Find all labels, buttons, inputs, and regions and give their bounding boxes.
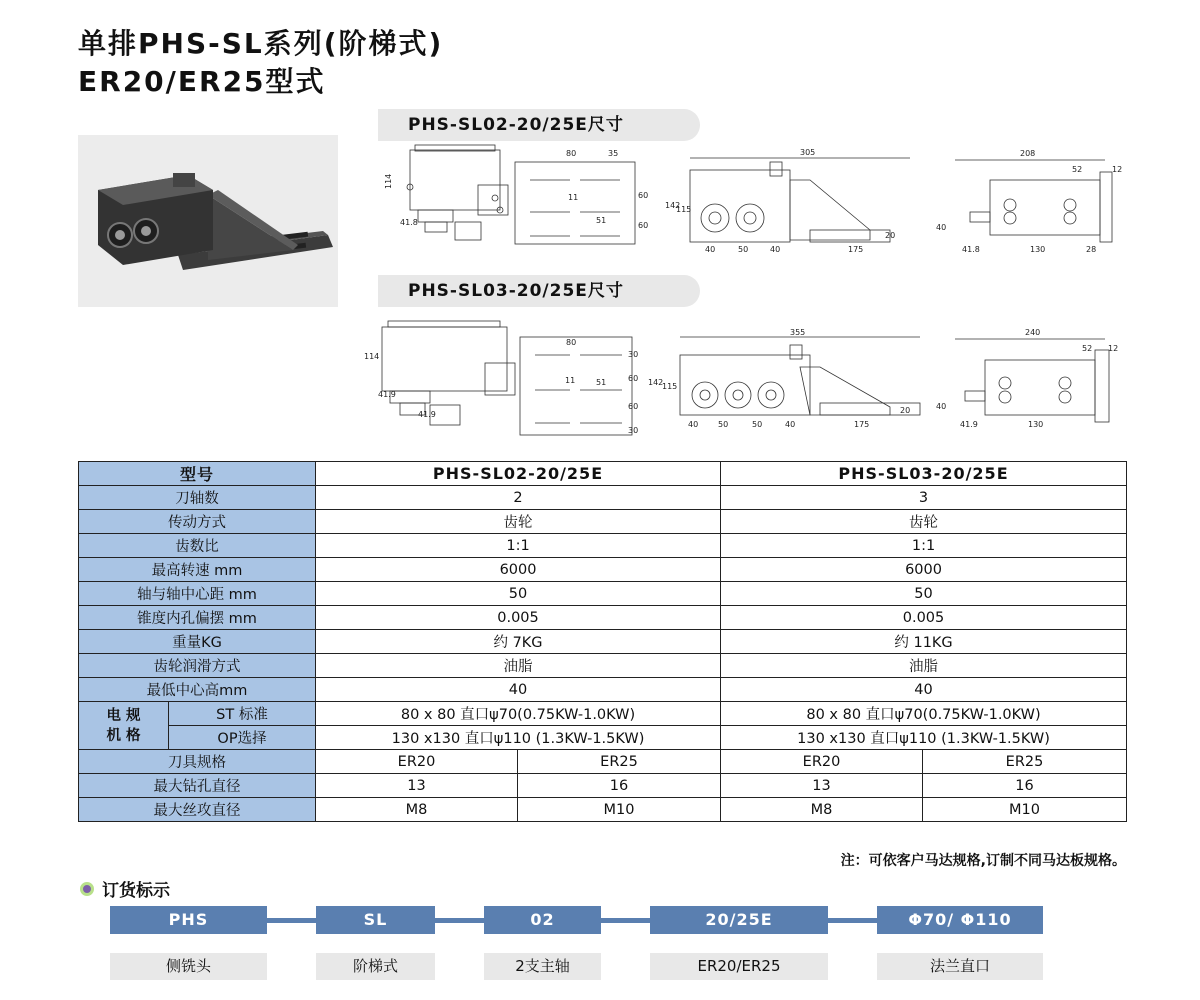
dim-label: 11 bbox=[565, 376, 576, 385]
row-label: 最大钻孔直径 bbox=[79, 774, 316, 798]
dim-label: 40 bbox=[770, 245, 781, 254]
section-label-sl03: PHS-SL03-20/25E尺寸 bbox=[378, 275, 700, 307]
dim-label: 115 bbox=[676, 205, 692, 214]
dim-label: 80 bbox=[566, 149, 577, 158]
section-label-sl02: PHS-SL02-20/25E尺寸 bbox=[378, 109, 700, 141]
dim-label: 130 bbox=[1028, 420, 1044, 429]
row-label: 刀具规格 bbox=[79, 750, 316, 774]
cell-value: 油脂 bbox=[721, 654, 1127, 678]
drawing2-side-labels bbox=[648, 328, 910, 429]
cell-value: 齿轮 bbox=[721, 510, 1127, 534]
cell-value: 约 7KG bbox=[316, 630, 721, 654]
cell-value: M8 bbox=[316, 798, 518, 822]
dim-label: 305 bbox=[800, 148, 816, 157]
cell-value: ER20 bbox=[316, 750, 518, 774]
bullet-icon bbox=[80, 882, 94, 896]
dim-label: 40 bbox=[688, 420, 699, 429]
dim-label: 80 bbox=[566, 338, 577, 347]
row-label: 齿数比 bbox=[79, 534, 316, 558]
dim-label: 11 bbox=[568, 193, 579, 202]
row-label: 重量KG bbox=[79, 630, 316, 654]
cell-value: 50 bbox=[721, 582, 1127, 606]
table-row bbox=[79, 654, 1127, 678]
table-row bbox=[79, 606, 1127, 630]
row-label: 齿轮润滑方式 bbox=[79, 654, 316, 678]
cell-value: ER20 bbox=[721, 750, 923, 774]
page-title-line1: 单排PHS-SL系列(阶梯式) bbox=[78, 27, 444, 60]
code-desc-sl: 阶梯式 bbox=[316, 953, 435, 980]
cell-value: 6000 bbox=[721, 558, 1127, 582]
motor-group-label: 电 规 机 格 bbox=[79, 702, 169, 750]
dim-label: 60 bbox=[628, 402, 639, 411]
dim-label: 175 bbox=[848, 245, 864, 254]
dimension-drawing-sl02 bbox=[370, 140, 1130, 265]
dim-label: 130 bbox=[1030, 245, 1046, 254]
cell-value: 0.005 bbox=[316, 606, 721, 630]
header-model-sl02: PHS-SL02-20/25E bbox=[316, 462, 721, 486]
cell-value: 约 11KG bbox=[721, 630, 1127, 654]
row-label: 锥度内孔偏摆 mm bbox=[79, 606, 316, 630]
code-box-collet: 20/25E bbox=[650, 906, 828, 934]
table-row bbox=[79, 750, 1127, 774]
drawing1-dim-labels bbox=[384, 149, 648, 230]
dim-label: 51 bbox=[596, 378, 607, 387]
table-row bbox=[79, 534, 1127, 558]
dim-label: 41.9 bbox=[378, 390, 396, 399]
cell-value: ER25 bbox=[923, 750, 1127, 774]
drawing1-side-labels bbox=[665, 148, 895, 254]
dim-label: 30 bbox=[628, 426, 639, 435]
dimension-drawing-sl03 bbox=[360, 315, 1130, 445]
code-desc-02: 2支主轴 bbox=[484, 953, 601, 980]
header-label: 型号 bbox=[79, 462, 316, 486]
code-desc-flange: 法兰直口 bbox=[877, 953, 1043, 980]
cell-value: 1:1 bbox=[316, 534, 721, 558]
dim-label: 50 bbox=[718, 420, 729, 429]
table-row bbox=[79, 678, 1127, 702]
cell-value: M8 bbox=[721, 798, 923, 822]
cell-value: 3 bbox=[721, 486, 1127, 510]
dim-label: 40 bbox=[785, 420, 796, 429]
cell-value: 1:1 bbox=[721, 534, 1127, 558]
code-box-02: 02 bbox=[484, 906, 601, 934]
row-label: 最低中心高mm bbox=[79, 678, 316, 702]
drawing1-end-labels bbox=[936, 149, 1122, 254]
table-row bbox=[79, 774, 1127, 798]
cell-value: 130 x130 直口ψ110 (1.3KW-1.5KW) bbox=[316, 726, 721, 750]
code-box-sl: SL bbox=[316, 906, 435, 934]
dim-label: 28 bbox=[1086, 245, 1097, 254]
table-header-row bbox=[79, 462, 1127, 486]
dim-label: 52 bbox=[1072, 165, 1083, 174]
dim-label: 142 bbox=[648, 378, 664, 387]
table-row bbox=[79, 630, 1127, 654]
dim-label: 142 bbox=[665, 201, 681, 210]
table-row bbox=[79, 798, 1127, 822]
dim-label: 240 bbox=[1025, 328, 1041, 337]
code-desc-phs: 侧铣头 bbox=[110, 953, 267, 980]
dim-label: 41.8 bbox=[962, 245, 980, 254]
cell-value: 13 bbox=[316, 774, 518, 798]
dim-label: 115 bbox=[662, 382, 678, 391]
cell-value: 16 bbox=[518, 774, 721, 798]
cell-value: 油脂 bbox=[316, 654, 721, 678]
dim-label: 40 bbox=[936, 223, 947, 232]
table-row-motor-op bbox=[79, 726, 1127, 750]
dim-label: 41.9 bbox=[960, 420, 978, 429]
code-box-flange: Φ70/ Φ110 bbox=[877, 906, 1043, 934]
table-row bbox=[79, 558, 1127, 582]
row-label: 最高转速 mm bbox=[79, 558, 316, 582]
cell-value: 6000 bbox=[316, 558, 721, 582]
row-label: OP选择 bbox=[169, 726, 316, 750]
cell-value: 80 x 80 直口ψ70(0.75KW-1.0KW) bbox=[316, 702, 721, 726]
dim-label: 175 bbox=[854, 420, 870, 429]
dim-label: 60 bbox=[638, 221, 649, 230]
table-row bbox=[79, 486, 1127, 510]
dim-label: 30 bbox=[628, 350, 639, 359]
cell-value: 40 bbox=[316, 678, 721, 702]
dim-label: 35 bbox=[608, 149, 619, 158]
ordering-title bbox=[80, 876, 170, 901]
row-label: ST 标准 bbox=[169, 702, 316, 726]
cell-value: 齿轮 bbox=[316, 510, 721, 534]
dim-label: 41.8 bbox=[400, 218, 418, 227]
dim-label: 12 bbox=[1112, 165, 1123, 174]
dim-label: 41.9 bbox=[418, 410, 436, 419]
cell-value: ER25 bbox=[518, 750, 721, 774]
table-row-motor-st bbox=[79, 702, 1127, 726]
cell-value: 2 bbox=[316, 486, 721, 510]
drawing2-dim-labels bbox=[364, 338, 638, 435]
header-model-sl03: PHS-SL03-20/25E bbox=[721, 462, 1127, 486]
code-box-phs: PHS bbox=[110, 906, 267, 934]
row-label: 轴与轴中心距 mm bbox=[79, 582, 316, 606]
dim-label: 52 bbox=[1082, 344, 1093, 353]
spec-table bbox=[78, 461, 1127, 822]
code-desc-collet: ER20/ER25 bbox=[650, 953, 828, 980]
table-row bbox=[79, 510, 1127, 534]
row-label: 刀轴数 bbox=[79, 486, 316, 510]
page-title-line2: ER20/ER25型式 bbox=[78, 65, 326, 98]
table-footnote: 注：可依客户马达规格,订制不同马达板规格。 bbox=[840, 853, 1126, 869]
row-label: 传动方式 bbox=[79, 510, 316, 534]
cell-value: 40 bbox=[721, 678, 1127, 702]
dim-label: 50 bbox=[738, 245, 749, 254]
cell-value: 16 bbox=[923, 774, 1127, 798]
cell-value: 80 x 80 直口ψ70(0.75KW-1.0KW) bbox=[721, 702, 1127, 726]
cell-value: 130 x130 直口ψ110 (1.3KW-1.5KW) bbox=[721, 726, 1127, 750]
cell-value: 0.005 bbox=[721, 606, 1127, 630]
dim-label: 20 bbox=[885, 231, 896, 240]
dim-label: 20 bbox=[900, 406, 911, 415]
dim-label: 40 bbox=[936, 402, 947, 411]
dim-label: 208 bbox=[1020, 149, 1036, 158]
ordering-title-text: 订货标示 bbox=[102, 881, 170, 901]
dim-label: 60 bbox=[628, 374, 639, 383]
dim-label: 60 bbox=[638, 191, 649, 200]
table-row bbox=[79, 582, 1127, 606]
dim-label: 12 bbox=[1108, 344, 1119, 353]
cell-value: M10 bbox=[518, 798, 721, 822]
dim-label: 114 bbox=[364, 352, 380, 361]
cell-value: M10 bbox=[923, 798, 1127, 822]
cell-value: 50 bbox=[316, 582, 721, 606]
cell-value: 13 bbox=[721, 774, 923, 798]
dim-label: 51 bbox=[596, 216, 607, 225]
dim-label: 114 bbox=[384, 173, 393, 189]
product-photo bbox=[78, 135, 338, 307]
drawing2-end-labels bbox=[936, 328, 1118, 429]
dim-label: 355 bbox=[790, 328, 806, 337]
dim-label: 50 bbox=[752, 420, 763, 429]
row-label: 最大丝攻直径 bbox=[79, 798, 316, 822]
dim-label: 40 bbox=[705, 245, 716, 254]
